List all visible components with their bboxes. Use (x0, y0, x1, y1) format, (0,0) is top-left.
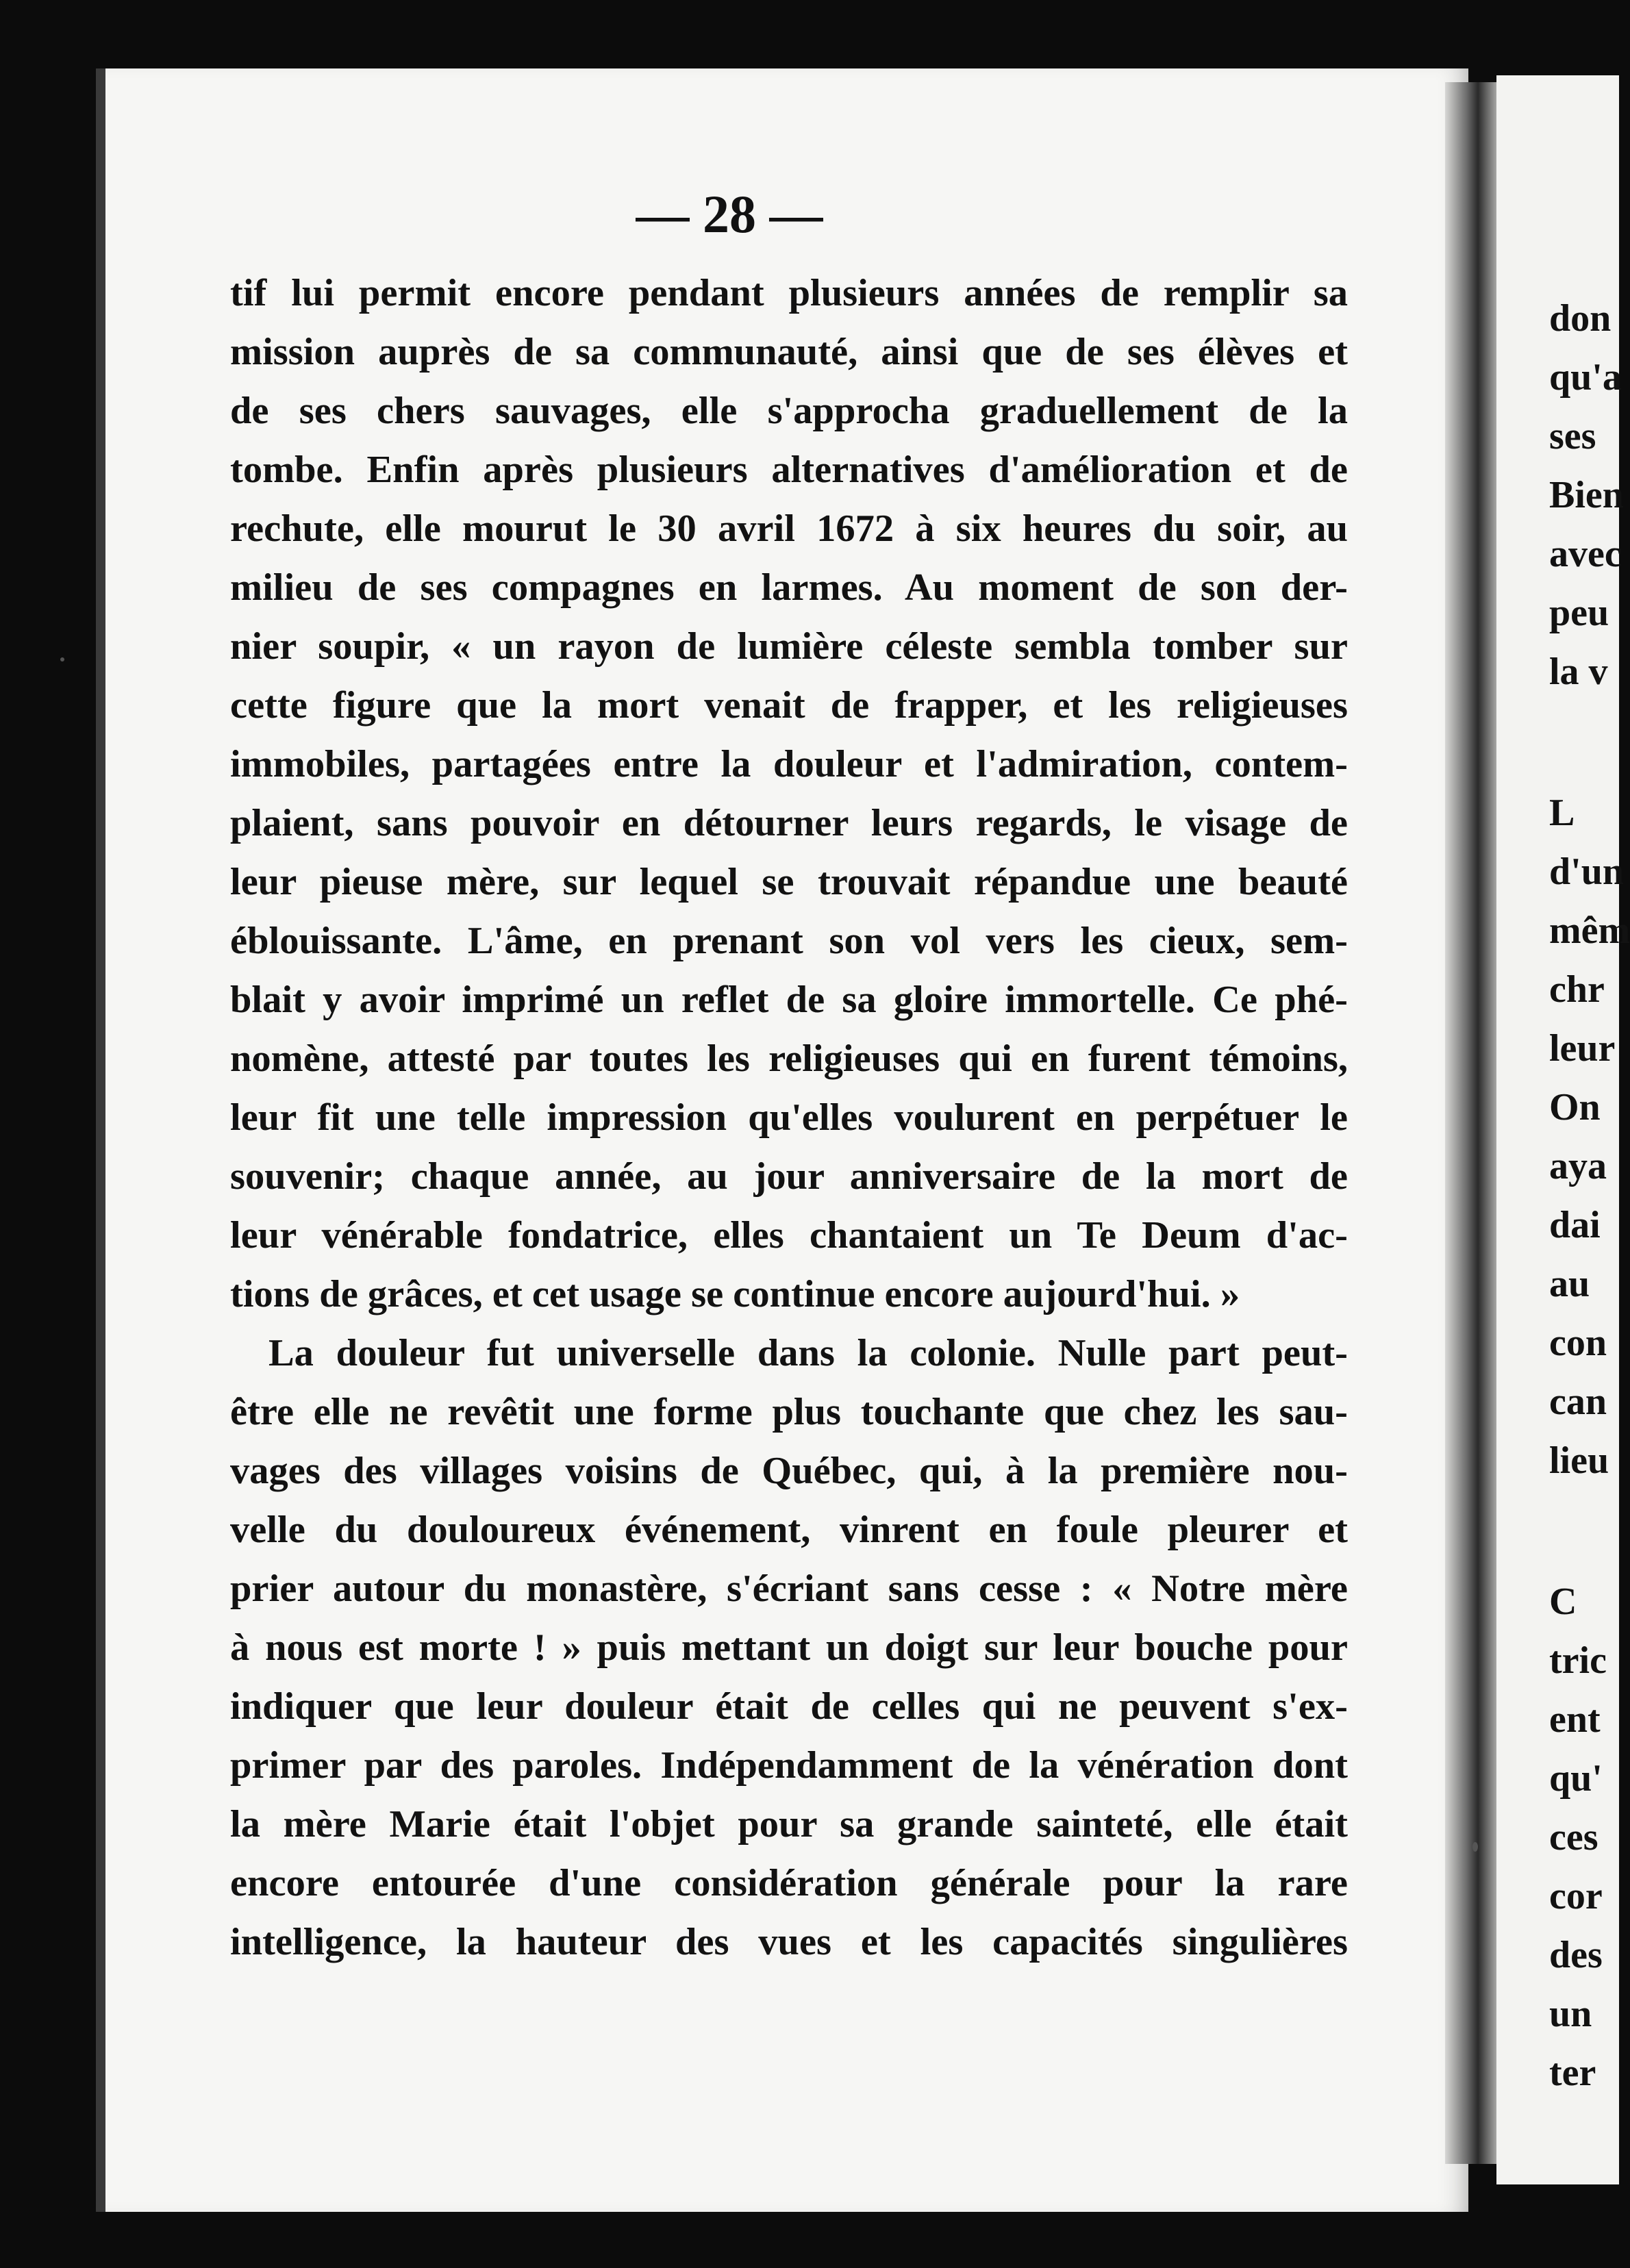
fragment-line: C (1549, 1580, 1577, 1623)
fragment-line: la v (1549, 651, 1608, 693)
text-line: tombe. Enfin après plusieurs alternatives d'amélioration et de (230, 449, 1348, 491)
book-gutter (1445, 82, 1500, 2164)
text-line: de ses chers sauvages, elle s'approcha graduellement de la (230, 390, 1348, 432)
fragment-line: ses (1549, 415, 1596, 457)
text-line: prier autour du monastère, s'écriant sans cesse : « Notre mère (230, 1567, 1348, 1610)
text-line: encore entourée d'une considération générale pour la rare (230, 1862, 1348, 1904)
fragment-line: qu' (1549, 1757, 1603, 1800)
fragment-line: avec (1549, 533, 1622, 575)
facing-page-text (1549, 289, 1630, 2102)
fragment-line: don (1549, 297, 1612, 340)
text-line: à nous est morte ! » puis mettant un doigt sur leur bouche pour (230, 1626, 1348, 1669)
fragment-line: au (1549, 1263, 1590, 1305)
text-line: rechute, elle mourut le 30 avril 1672 à six heures du soir, au (230, 507, 1348, 550)
text-line: la mère Marie était l'objet pour sa grande sainteté, elle était (230, 1803, 1348, 1845)
text-line: cette figure que la mort venait de frapper, et les religieuses (230, 684, 1348, 727)
text-line: souvenir; chaque année, au jour anniversaire de la mort de (230, 1155, 1348, 1198)
text-line: mission auprès de sa communauté, ainsi que de ses élèves et (230, 331, 1348, 373)
text-line: intelligence, la hauteur des vues et les capacités singulières (230, 1921, 1348, 1963)
text-line: milieu de ses compagnes en larmes. Au moment de son der- (230, 566, 1348, 609)
text-line: blait y avoir imprimé un reflet de sa gloire immortelle. Ce phé- (230, 979, 1348, 1021)
text-line: La douleur fut universelle dans la colonie. Nulle part peut- (268, 1332, 1348, 1374)
text-line: primer par des paroles. Indépendamment de la vénération dont (230, 1744, 1348, 1787)
text-line: velle du douloureux événement, vinrent en foule pleurer et (230, 1509, 1348, 1551)
scan-speck (1472, 1842, 1478, 1852)
fragment-line: des (1549, 1934, 1603, 1976)
text-line: leur fit une telle impression qu'elles voulurent en perpétuer le (230, 1096, 1348, 1139)
fragment-line: lieu (1549, 1439, 1609, 1482)
text-line: nomène, attesté par toutes les religieuses qui en furent témoins, (230, 1037, 1348, 1080)
paragraph-1 (230, 264, 1348, 1324)
text-line: indiquer que leur douleur était de celles qui ne peuvent s'ex- (230, 1685, 1348, 1728)
fragment-line: chr (1549, 968, 1605, 1011)
text-line: tif lui permit encore pendant plusieurs années de remplir sa (230, 272, 1348, 314)
text-line: être elle ne revêtit une forme plus touchante que chez les sau- (230, 1391, 1348, 1433)
fragment-line: Bien (1549, 474, 1624, 516)
fragment-line: dai (1549, 1204, 1601, 1246)
paragraph-2 (230, 1324, 1348, 1971)
fragment-line: leur (1549, 1027, 1616, 1070)
fragment-line: ter (1549, 2052, 1596, 2094)
fragment-line: con (1549, 1322, 1607, 1364)
text-line: plaient, sans pouvoir en détourner leurs regards, le visage de (230, 802, 1348, 844)
fragment-line: On (1549, 1086, 1601, 1129)
scan-speck (60, 657, 64, 662)
fragment-line: aya (1549, 1145, 1607, 1187)
fragment-line: ent (1549, 1698, 1601, 1741)
page-number: — 28 — (636, 184, 823, 244)
fragment-line: ces (1549, 1816, 1598, 1859)
text-line: immobiles, partagées entre la douleur et l'admiration, contem- (230, 743, 1348, 785)
text-line: tions de grâces, et cet usage se continue encore aujourd'hui. » (230, 1273, 1240, 1315)
fragment-line: mêm (1549, 909, 1630, 952)
fragment-line: cor (1549, 1875, 1603, 1917)
text-line: éblouissante. L'âme, en prenant son vol vers les cieux, sem- (230, 920, 1348, 962)
main-text (230, 264, 1348, 1971)
fragment-line: tric (1549, 1639, 1607, 1682)
text-line: nier soupir, « un rayon de lumière céleste sembla tomber sur (230, 625, 1348, 668)
fragment-line: can (1549, 1381, 1607, 1423)
text-line: leur vénérable fondatrice, elles chantaient un Te Deum d'ac- (230, 1214, 1348, 1257)
text-line: vages des villages voisins de Québec, qui, à la première nou- (230, 1450, 1348, 1492)
fragment-line: d'un (1549, 850, 1624, 893)
fragment-line: peu (1549, 592, 1609, 634)
text-line: leur pieuse mère, sur lequel se trouvait répandue une beauté (230, 861, 1348, 903)
fragment-line: L (1549, 792, 1575, 834)
fragment-line: qu'a (1549, 356, 1622, 399)
fragment-line: un (1549, 1993, 1592, 2035)
